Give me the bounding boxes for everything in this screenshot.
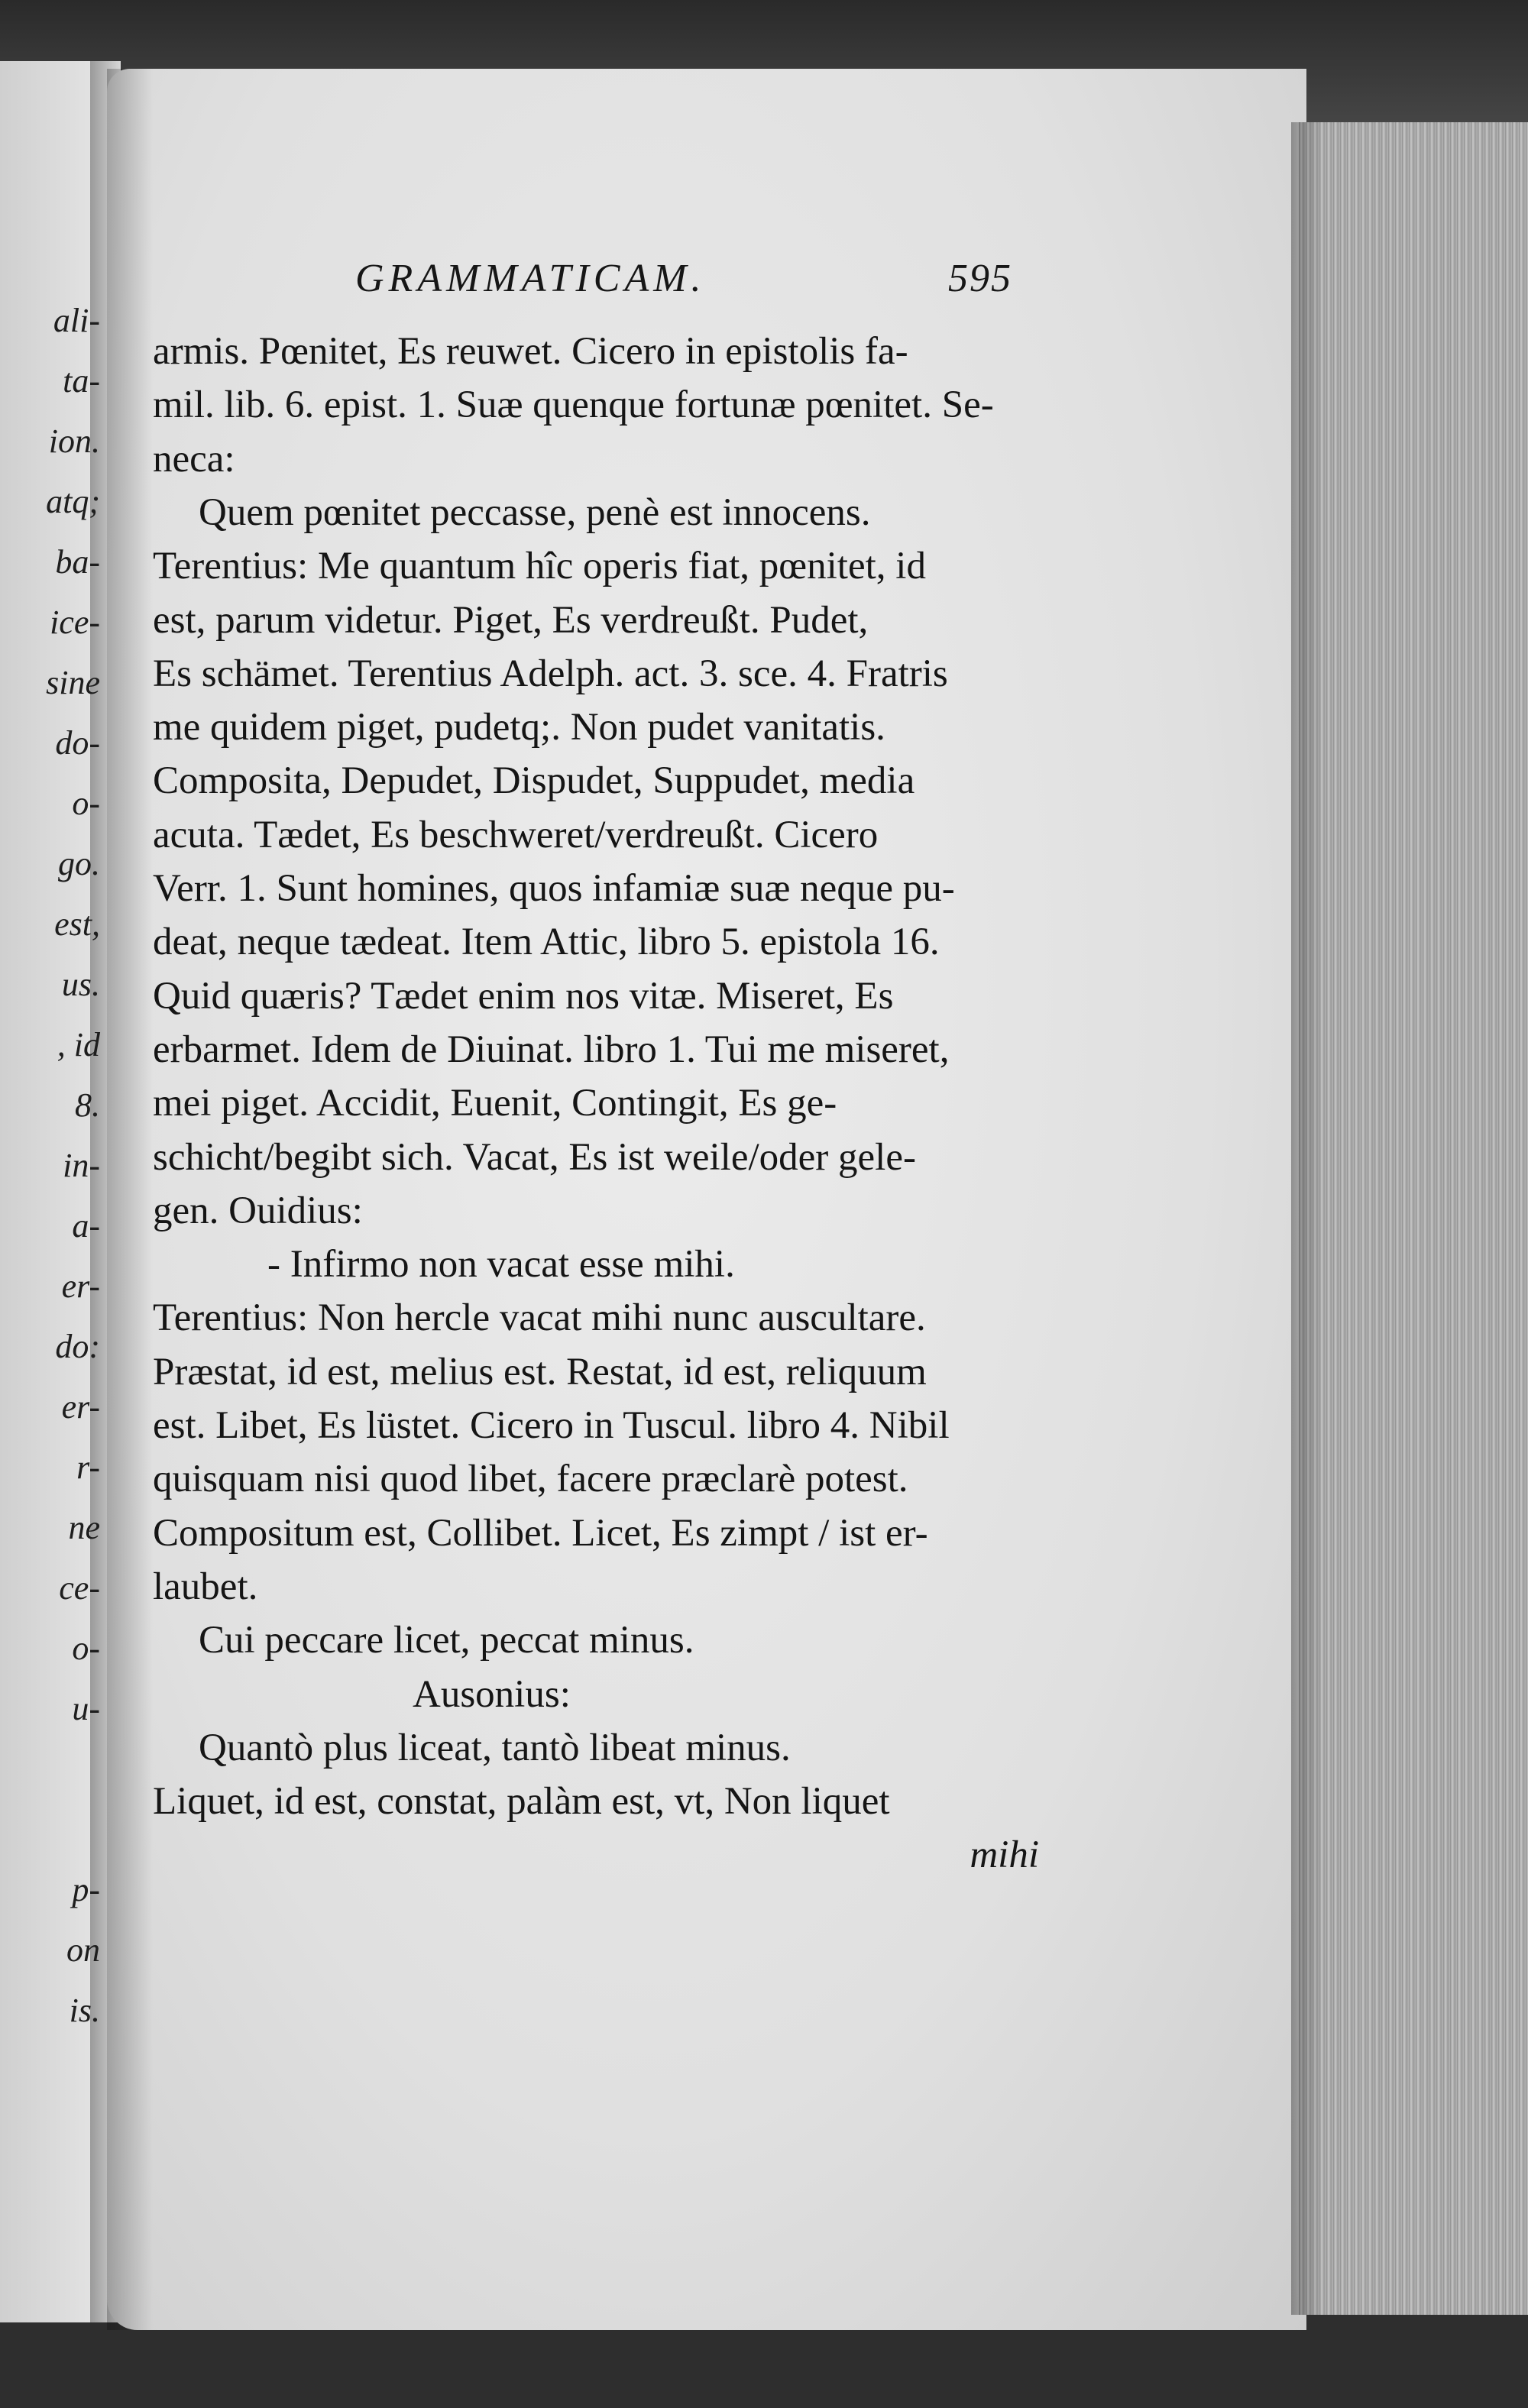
left-fragment: ce-	[59, 1569, 100, 1607]
left-fragment: on	[66, 1931, 100, 1969]
left-fragment: a-	[72, 1207, 100, 1244]
left-page-text-fragments	[0, 290, 111, 2029]
text-line: schicht/begibt sich. Vacat, Es ist weile/oder gele-	[153, 1135, 916, 1179]
left-fragment: est,	[54, 905, 100, 943]
text-line: Præstat, id est, melius est. Restat, id est, reliquum	[153, 1350, 927, 1393]
left-fragment: atq;	[46, 483, 100, 520]
text-line: est. Libet, Es lüstet. Cicero in Tuscul. libro 4. Nibil	[153, 1404, 950, 1447]
text-line: est, parum videtur. Piget, Es verdreußt. Pudet,	[153, 598, 869, 642]
text-line: Verr. 1. Sunt homines, quos infamiæ suæ neque pu-	[153, 867, 955, 910]
left-fragment: ta-	[63, 362, 100, 400]
left-fragment: 8.	[75, 1086, 100, 1124]
text-line: quisquam nisi quod libet, facere præclarè potest.	[153, 1458, 908, 1501]
text-line: Composita, Depudet, Dispudet, Suppudet, media	[153, 759, 915, 803]
running-head-title: GRAMMATICAM.	[355, 257, 706, 300]
text-line: armis. Pœnitet, Es reuwet. Cicero in epistolis fa-	[153, 330, 908, 373]
text-line: laubet.	[153, 1565, 258, 1608]
running-head	[355, 256, 1012, 309]
left-fragment: o-	[72, 785, 100, 822]
left-fragment: us.	[61, 966, 100, 1003]
text-line: Terentius: Non hercle vacat mihi nunc auscultare.	[153, 1296, 926, 1340]
left-fragment: in-	[63, 1147, 100, 1184]
text-line: Terentius: Me quantum hîc operis fiat, pœnitet, id	[153, 545, 926, 588]
left-fragment: o-	[72, 1630, 100, 1667]
text-line: Ausonius:	[413, 1672, 571, 1716]
left-fragment	[0, 1799, 111, 1859]
left-fragment: do-	[55, 724, 100, 762]
left-fragment: do:	[55, 1328, 100, 1365]
page-fore-edge	[1299, 122, 1528, 2315]
text-line: me quidem piget, pudetq;. Non pudet vanitatis.	[153, 706, 885, 749]
text-line: neca:	[153, 437, 235, 481]
left-fragment: er-	[61, 1388, 100, 1426]
left-fragment: ice-	[50, 604, 100, 641]
catchword: mihi	[970, 1834, 1039, 1877]
text-line: Compositum est, Collibet. Licet, Es zimpt / ist er-	[153, 1511, 928, 1555]
text-line: Quem pœnitet peccasse, penè est innocens.	[199, 490, 871, 534]
left-fragment: , id	[57, 1026, 100, 1063]
text-line: - Infirmo non vacat esse mihi.	[267, 1243, 735, 1287]
left-fragment: sine	[46, 664, 100, 701]
text-line: Liquet, id est, constat, palàm est, vt, Non liquet	[153, 1780, 890, 1824]
text-line: mil. lib. 6. epist. 1. Suæ quenque fortunæ pœnitet. Se-	[153, 384, 994, 427]
left-fragment: ne	[68, 1509, 100, 1546]
left-fragment: ali-	[53, 302, 100, 339]
text-line: Cui peccare licet, peccat minus.	[199, 1619, 694, 1662]
text-line: Quantò plus liceat, tantò libeat minus.	[199, 1726, 791, 1769]
text-line: deat, neque tædeat. Item Attic, libro 5. epistola 16.	[153, 921, 940, 964]
text-line: Es schämet. Terentius Adelph. act. 3. sce. 4. Fratris	[153, 652, 948, 695]
fore-edge-shadow	[1291, 122, 1322, 2315]
text-line: acuta. Tædet, Es beschweret/verdreußt. Cicero	[153, 813, 879, 856]
text-line: gen. Ouidius:	[153, 1189, 363, 1232]
text-line: Quid quæris? Tædet enim nos vitæ. Miseret, Es	[153, 974, 894, 1018]
page-number: 595	[948, 257, 1012, 300]
left-fragment: ion.	[48, 422, 100, 460]
left-fragment: go.	[58, 845, 100, 882]
text-line: mei piget. Accidit, Euenit, Contingit, Es ge-	[153, 1082, 837, 1125]
text-line: erbarmet. Idem de Diuinat. libro 1. Tui me miseret,	[153, 1028, 950, 1071]
left-fragment: er-	[61, 1267, 100, 1305]
left-fragment: ba-	[55, 543, 100, 581]
gutter-shadow	[107, 69, 153, 2330]
left-fragment: p-	[72, 1871, 100, 1908]
left-fragment: is.	[69, 1992, 100, 2029]
left-fragment: r-	[76, 1448, 100, 1486]
left-fragment	[0, 1739, 111, 1799]
left-fragment: u-	[72, 1690, 100, 1727]
